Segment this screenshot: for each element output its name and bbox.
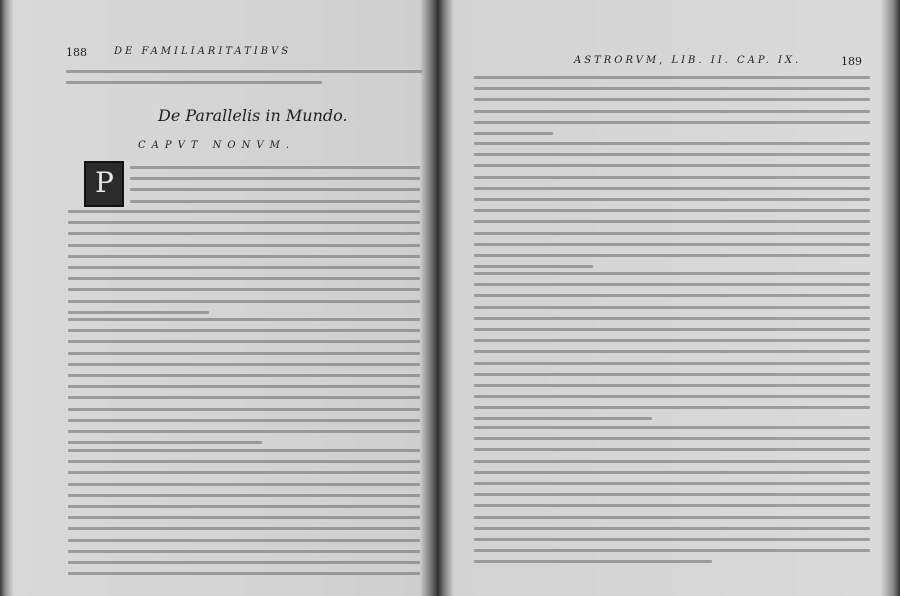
page-number: 188 [66, 46, 87, 59]
text-block-r3 [474, 272, 870, 429]
drop-cap: P [84, 161, 124, 207]
section-title: De Parallelis in Mundo. [158, 106, 348, 125]
text-block-initial [130, 166, 420, 211]
right-page [452, 0, 882, 596]
text-block-body-2 [68, 318, 420, 452]
left-page [22, 0, 428, 596]
chapter-title: CAPVT NONVM. [138, 140, 296, 151]
text-block-body-3 [68, 449, 420, 583]
left-page-header [66, 46, 414, 62]
text-block-r1 [474, 76, 870, 143]
text-block-r2 [474, 142, 870, 276]
page-number: 189 [841, 55, 862, 68]
text-block-body-1 [68, 210, 420, 322]
running-head: DE FAMILIARITATIBVS [114, 46, 292, 57]
right-page-header [492, 55, 864, 71]
text-block-r4 [474, 426, 870, 571]
text-block-intro [66, 70, 422, 92]
running-head: ASTRORVM, LIB. II. CAP. IX. [574, 55, 802, 66]
